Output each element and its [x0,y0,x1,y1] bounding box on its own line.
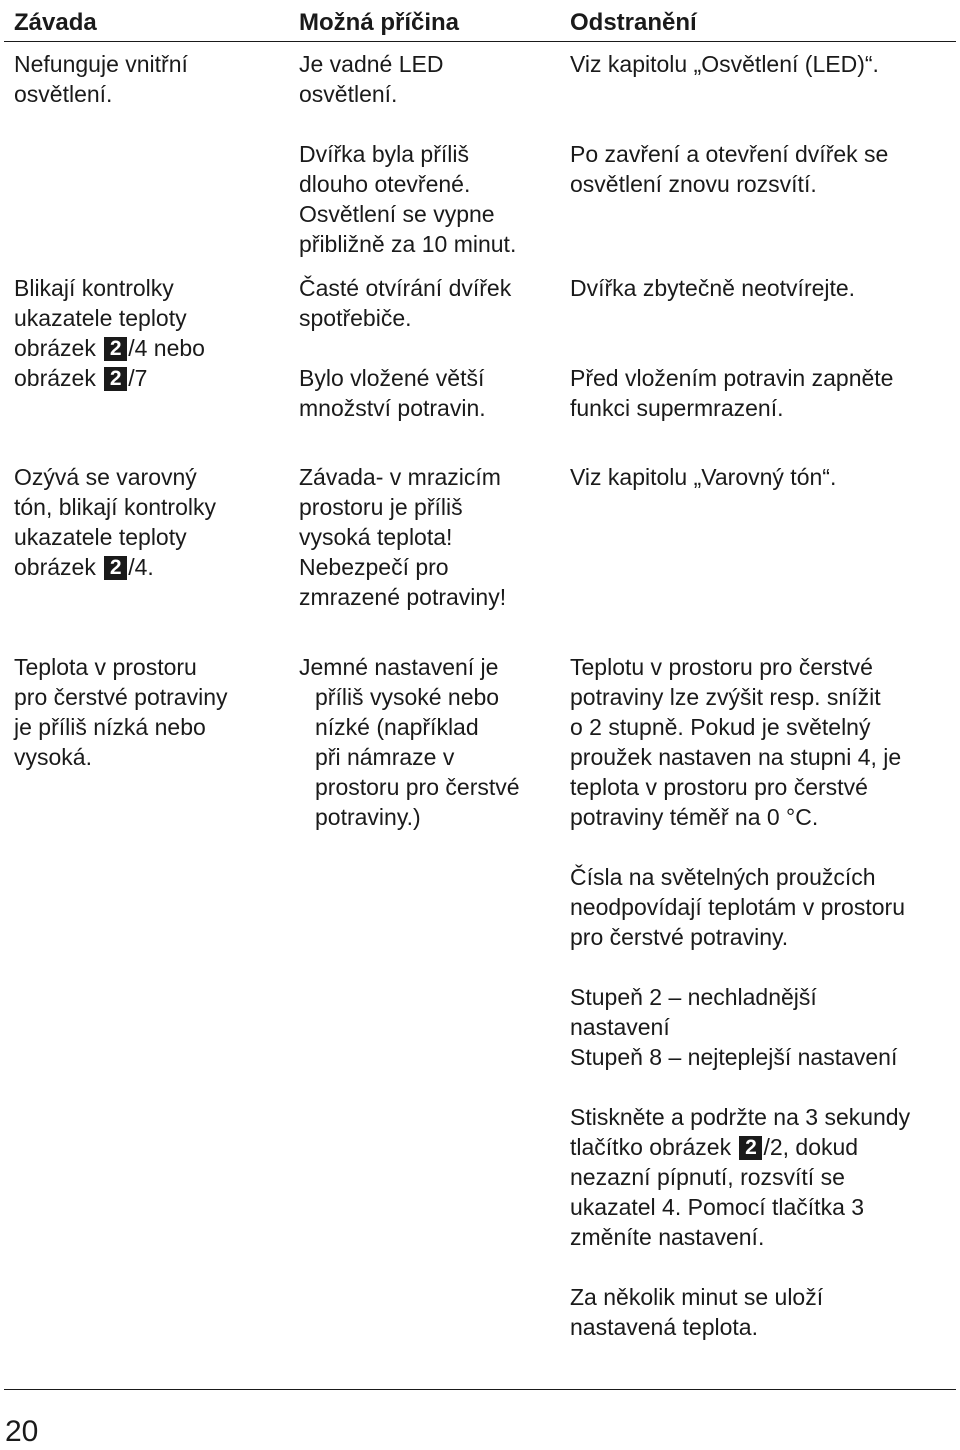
row4-fault: Ozývá se varovný tón, blikají kontrolky ukazatele teploty obrázek 2 /4. [14,464,216,580]
row5-fault: Teplota v prostoru pro čerstvé potraviny je příliš nízká nebo vysoká. [14,654,228,770]
row4-cause: Závada- v mrazicím prostoru je příliš vysoká teplota! Nebezpečí pro zmrazené potraviny! [299,464,507,610]
row3-remedy-a: Dvířka zbytečně neotvírejte. [570,275,856,301]
row1-fault: Nefunguje vnitřní osvětlení. [14,51,188,107]
figure-number-badge: 2 [104,337,127,361]
row5-remedy-p4: Stiskněte a podržte na 3 sekundy tlačítko obrázek 2 /2, dokud nezazní pípnutí, rozsvítí se ukazatel 4. Pomocí tlačítka 3 změníte nastavení. [570,1104,911,1250]
row5-remedy-p5: Za několik minut se uloží nastavená teplota. [570,1284,824,1340]
footer-rule [4,1389,956,1390]
row5-cause: Jemné nastavení je příliš vysoké nebo nízké (například při námraze v prostoru pro čerstvé potraviny.) [299,654,520,830]
row2-remedy: Po zavření a otevření dvířek se osvětlení znovu rozsvítí. [570,141,889,197]
page-number: 20 [5,1415,39,1448]
row2-cause: Dvířka byla příliš dlouho otevřené. Osvětlení se vypne přibližně za 10 minut. [299,141,517,257]
row3-fault: Blikají kontrolky ukazatele teploty obrázek 2 /4 nebo obrázek 2 /7 [14,275,205,391]
header-rule [4,41,956,42]
row3-cause-a: Časté otvírání dvířek spotřebiče. [299,275,512,331]
row1-cause: Je vadné LED osvětlení. [299,51,444,107]
row5-remedy-p2: Čísla na světelných proužcích neodpovídají teplotám v prostoru pro čerstvé potraviny. [570,864,905,950]
header-cause: Možná příčina [299,9,460,36]
header-fault: Závada [14,9,97,36]
row3-remedy-b: Před vložením potravin zapněte funkci supermrazení. [570,365,894,421]
header-remedy: Odstranění [570,9,697,36]
row4-remedy: Viz kapitolu „Varovný tón“. [570,464,837,490]
figure-number-badge: 2 [104,556,127,580]
figure-number-badge: 2 [739,1136,762,1160]
row5-remedy-p1: Teplotu v prostoru pro čerstvé potraviny lze zvýšit resp. snížit o 2 stupně. Pokud je světelný proužek nastaven na stupni 4, je teplota v prostoru pro čerstvé potraviny téměř na 0 °C. [570,654,902,830]
row5-remedy-p3: Stupeň 2 – nechladnější nastavení Stupeň 8 – nejteplejší nastavení [570,984,898,1070]
figure-number-badge: 2 [104,367,127,391]
row3-cause-b: Bylo vložené větší množství potravin. [299,365,486,421]
row1-remedy: Viz kapitolu „Osvětlení (LED)“. [570,51,879,77]
